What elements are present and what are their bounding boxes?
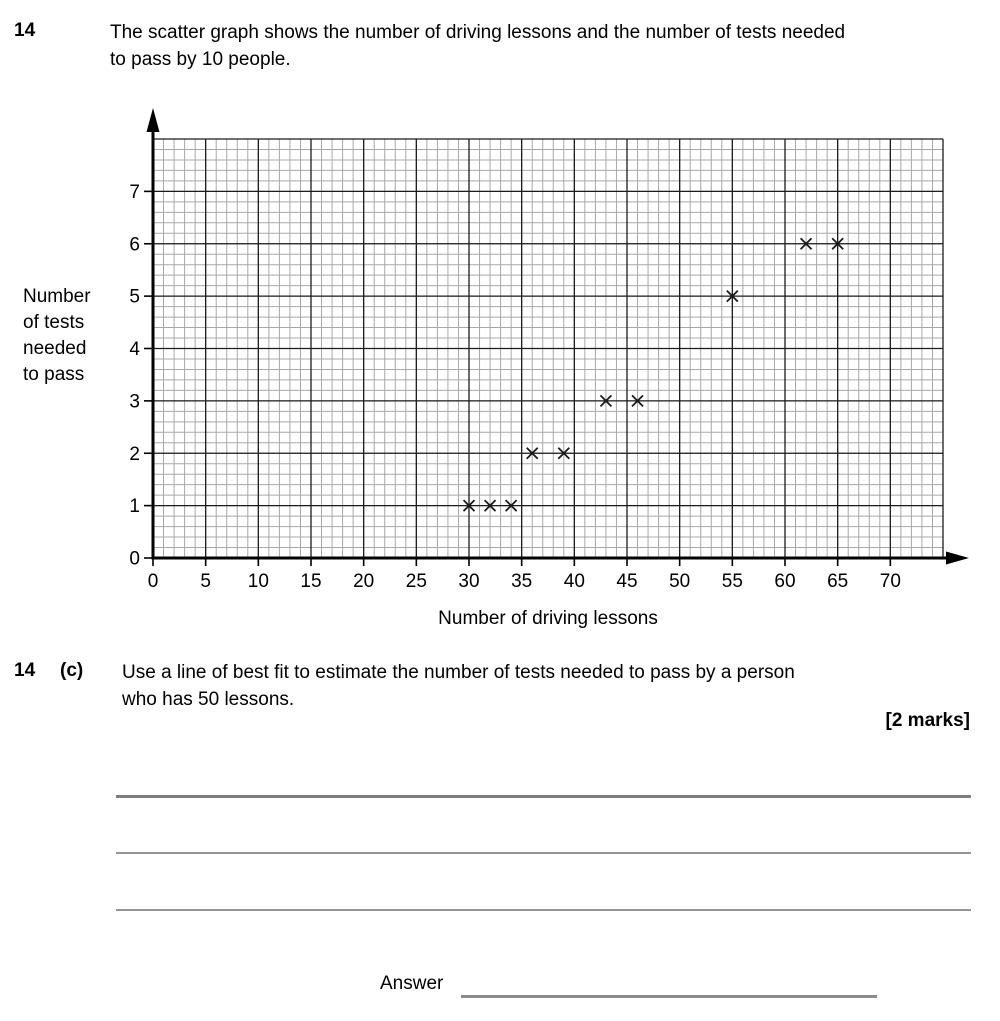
x-tick-label-70: 70 <box>879 571 901 592</box>
part-c-label: (c) <box>60 660 84 681</box>
y-tick-label-2: 2 <box>129 443 140 465</box>
x-tick-label-20: 20 <box>353 571 375 592</box>
question-intro-text <box>110 19 845 73</box>
question-number: 14 <box>14 20 36 41</box>
x-tick-label-55: 55 <box>721 571 743 592</box>
x-tick-label-5: 5 <box>200 571 211 592</box>
x-tick-label-50: 50 <box>669 571 691 592</box>
y-tick-label-3: 3 <box>129 391 140 413</box>
intro-line-1: The scatter graph shows the number of driving lessons and the number of tests needed <box>110 22 846 43</box>
answer-ruled-line-1 <box>116 795 971 798</box>
answer-ruled-line-3 <box>116 909 971 911</box>
answer-ruled-line-2 <box>116 852 971 854</box>
x-tick-label-60: 60 <box>774 571 796 592</box>
part-c-text <box>122 659 795 713</box>
x-tick-label-10: 10 <box>247 571 269 592</box>
x-axis-arrow <box>946 552 969 565</box>
x-tick-label-35: 35 <box>511 571 533 592</box>
y-tick-label-1: 1 <box>129 496 140 518</box>
y-tick-label-4: 4 <box>129 339 140 360</box>
y-axis-arrow <box>147 108 160 132</box>
y-axis-label-line-2: of tests <box>23 312 85 333</box>
y-tick-label-0: 0 <box>129 548 140 570</box>
x-tick-label-0: 0 <box>147 571 159 592</box>
x-tick-label-15: 15 <box>300 571 322 592</box>
y-axis-label <box>23 284 91 388</box>
y-axis-label-line-3: needed <box>23 338 87 359</box>
x-tick-label-65: 65 <box>827 571 849 592</box>
y-axis-label-line-1: Number <box>23 286 91 307</box>
x-tick-label-30: 30 <box>458 571 480 592</box>
y-tick-label-7: 7 <box>129 181 140 203</box>
part-c-question-number: 14 <box>14 660 36 681</box>
y-tick-label-6: 6 <box>129 234 140 256</box>
y-tick-labels <box>129 182 140 570</box>
answer-label: Answer <box>380 973 444 994</box>
x-tick-labels <box>148 571 901 592</box>
answer-underline <box>461 995 877 998</box>
intro-line-2: to pass by 10 people. <box>110 49 291 70</box>
scatter-graph <box>0 90 1000 650</box>
x-axis-label: Number of driving lessons <box>438 608 658 629</box>
marks-label: [2 marks] <box>885 710 970 731</box>
x-tick-label-40: 40 <box>563 571 585 592</box>
data-points <box>464 238 844 511</box>
y-axis-label-line-4: to pass <box>23 364 85 385</box>
tick-marks <box>144 191 890 566</box>
part-c-line-1: Use a line of best fit to estimate the number of tests needed to pass by a person <box>122 662 795 683</box>
x-tick-label-25: 25 <box>405 571 427 592</box>
part-c-line-2: who has 50 lessons. <box>122 689 295 710</box>
x-tick-label-45: 45 <box>616 571 638 592</box>
axes <box>147 108 970 565</box>
y-tick-label-5: 5 <box>129 286 140 308</box>
